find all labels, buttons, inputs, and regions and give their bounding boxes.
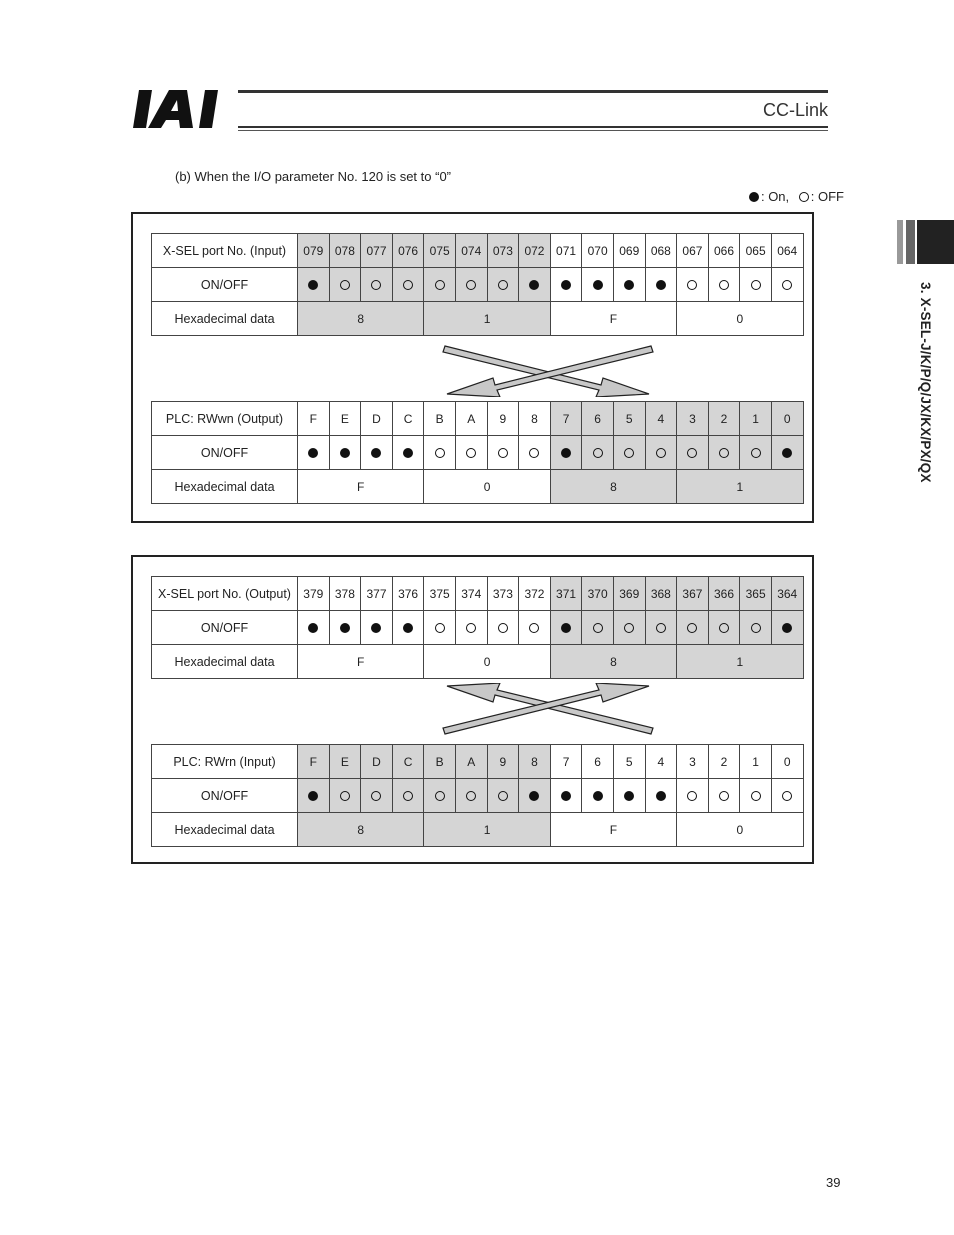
open-circle-icon [782, 280, 792, 290]
state-cell [613, 268, 645, 302]
row-label: PLC: RWrn (Input) [152, 745, 298, 779]
open-circle-icon [403, 791, 413, 801]
on-off-row [152, 268, 804, 302]
legend-off-label: : OFF [810, 189, 844, 204]
open-circle-icon [782, 791, 792, 801]
state-cell [645, 779, 677, 813]
open-circle-icon [656, 448, 666, 458]
legend-on-label: : On, [760, 189, 790, 204]
hex-data-row [152, 645, 804, 679]
state-cell [771, 611, 803, 645]
bit-number-cell: 0 [771, 402, 803, 436]
filled-circle-icon [340, 448, 350, 458]
state-cell [361, 779, 393, 813]
bit-number-cell: 065 [740, 234, 772, 268]
bit-number-cell: 5 [613, 402, 645, 436]
bit-number-cell: 379 [298, 577, 330, 611]
state-cell [771, 268, 803, 302]
open-circle-icon [687, 623, 697, 633]
state-cell [392, 779, 424, 813]
bit-number-cell: 078 [329, 234, 361, 268]
state-cell [771, 779, 803, 813]
bit-number-cell: 0 [771, 745, 803, 779]
hex-digit-cell: F [550, 813, 676, 847]
iai-logo [133, 88, 243, 130]
bit-number-cell: B [424, 745, 456, 779]
bit-number-cell: 374 [455, 577, 487, 611]
row-label: ON/OFF [152, 779, 298, 813]
state-cell [424, 611, 456, 645]
filled-circle-icon [371, 623, 381, 633]
bit-number-cell: 072 [519, 234, 551, 268]
mapping-panel-input [131, 212, 814, 523]
open-circle-icon [498, 280, 508, 290]
state-cell [771, 436, 803, 470]
bit-number-cell: E [329, 745, 361, 779]
page-number: 39 [826, 1175, 841, 1190]
state-cell [740, 611, 772, 645]
plc-rwwn-output-table [151, 401, 804, 504]
bit-number-row [152, 402, 804, 436]
state-cell [298, 779, 330, 813]
on-off-row [152, 436, 804, 470]
state-cell [677, 436, 709, 470]
filled-circle-icon [403, 623, 413, 633]
bit-number-cell: 2 [708, 745, 740, 779]
open-circle-icon [435, 448, 445, 458]
filled-circle-icon [624, 280, 634, 290]
state-cell [740, 436, 772, 470]
state-cell [550, 436, 582, 470]
header-rule-top [238, 90, 828, 93]
chapter-tab-label: 3. X-SEL-J/K/P/Q/JX/KX/PX/QX [918, 282, 933, 483]
xsel-output-table [151, 576, 804, 679]
header-rule-bottom-thin [238, 130, 828, 131]
filled-circle-icon [749, 192, 759, 202]
open-circle-icon [340, 280, 350, 290]
bit-number-cell: 4 [645, 745, 677, 779]
state-cell [613, 779, 645, 813]
bit-number-cell: 070 [582, 234, 614, 268]
filled-circle-icon [624, 791, 634, 801]
open-circle-icon [498, 623, 508, 633]
row-label: ON/OFF [152, 611, 298, 645]
state-cell [424, 268, 456, 302]
bit-number-cell: C [392, 745, 424, 779]
state-cell [582, 268, 614, 302]
state-cell [550, 268, 582, 302]
section-subtitle: (b) When the I/O parameter No. 120 is set to “0” [175, 169, 452, 184]
state-cell [487, 611, 519, 645]
bit-number-cell: 064 [771, 234, 803, 268]
hex-digit-cell: 8 [298, 813, 424, 847]
bit-number-cell: B [424, 402, 456, 436]
hex-digit-cell: 1 [677, 470, 803, 504]
hex-digit-cell: F [550, 302, 676, 336]
bit-number-cell: F [298, 402, 330, 436]
open-circle-icon [466, 623, 476, 633]
bit-number-cell: 7 [550, 745, 582, 779]
on-off-row [152, 779, 804, 813]
open-circle-icon [403, 280, 413, 290]
filled-circle-icon [308, 280, 318, 290]
swap-arrows [433, 683, 663, 738]
filled-circle-icon [656, 791, 666, 801]
row-label: Hexadecimal data [152, 645, 298, 679]
hex-digit-cell: F [298, 470, 424, 504]
state-cell [582, 436, 614, 470]
hex-digit-cell: 0 [677, 813, 803, 847]
hex-digit-cell: 0 [424, 645, 550, 679]
open-circle-icon [498, 791, 508, 801]
hex-digit-cell: 8 [550, 645, 676, 679]
filled-circle-icon [308, 448, 318, 458]
bit-number-cell: 066 [708, 234, 740, 268]
filled-circle-icon [782, 448, 792, 458]
bit-number-cell: 378 [329, 577, 361, 611]
bit-number-row [152, 745, 804, 779]
state-cell [392, 268, 424, 302]
row-label: ON/OFF [152, 268, 298, 302]
bit-number-cell: 5 [613, 745, 645, 779]
bit-number-cell: 366 [708, 577, 740, 611]
bit-number-cell: 368 [645, 577, 677, 611]
row-label: ON/OFF [152, 436, 298, 470]
bit-number-cell: 7 [550, 402, 582, 436]
state-cell [424, 779, 456, 813]
bit-number-cell: 364 [771, 577, 803, 611]
state-cell [740, 268, 772, 302]
bit-number-cell: 8 [519, 402, 551, 436]
hex-digit-cell: 1 [424, 302, 550, 336]
state-cell [582, 779, 614, 813]
bit-number-cell: 373 [487, 577, 519, 611]
row-label: X-SEL port No. (Input) [152, 234, 298, 268]
filled-circle-icon [561, 448, 571, 458]
state-cell [645, 436, 677, 470]
open-circle-icon [593, 448, 603, 458]
open-circle-icon [719, 448, 729, 458]
hex-data-row [152, 302, 804, 336]
open-circle-icon [687, 280, 697, 290]
bit-number-cell: D [361, 745, 393, 779]
open-circle-icon [751, 280, 761, 290]
state-cell [392, 436, 424, 470]
on-off-row [152, 611, 804, 645]
bit-number-cell: 067 [677, 234, 709, 268]
state-cell [455, 436, 487, 470]
bit-number-cell: E [329, 402, 361, 436]
row-label: X-SEL port No. (Output) [152, 577, 298, 611]
state-cell [550, 779, 582, 813]
open-circle-icon [466, 280, 476, 290]
bit-number-cell: 071 [550, 234, 582, 268]
state-cell [361, 611, 393, 645]
filled-circle-icon [371, 448, 381, 458]
state-cell [329, 611, 361, 645]
bit-number-cell: 367 [677, 577, 709, 611]
product-name: CC-Link [762, 100, 828, 120]
state-cell [613, 436, 645, 470]
row-label: PLC: RWwn (Output) [152, 402, 298, 436]
state-cell [677, 268, 709, 302]
state-cell [392, 611, 424, 645]
state-cell [645, 611, 677, 645]
filled-circle-icon [561, 791, 571, 801]
bit-number-cell: 079 [298, 234, 330, 268]
open-circle-icon [371, 791, 381, 801]
state-cell [550, 611, 582, 645]
state-cell [677, 611, 709, 645]
state-cell [329, 268, 361, 302]
open-circle-icon [687, 791, 697, 801]
state-cell [740, 779, 772, 813]
bit-number-cell: 076 [392, 234, 424, 268]
open-circle-icon [340, 791, 350, 801]
bit-number-cell: 2 [708, 402, 740, 436]
hex-digit-cell: 0 [677, 302, 803, 336]
state-cell [455, 268, 487, 302]
bit-number-cell: 074 [455, 234, 487, 268]
hex-data-row [152, 470, 804, 504]
bit-number-cell: 8 [519, 745, 551, 779]
state-cell [298, 611, 330, 645]
xsel-input-table [151, 233, 804, 336]
state-cell [708, 611, 740, 645]
bit-number-cell: 6 [582, 402, 614, 436]
row-label: Hexadecimal data [152, 470, 298, 504]
hex-digit-cell: 8 [298, 302, 424, 336]
hex-digit-cell: F [298, 645, 424, 679]
open-circle-icon [529, 448, 539, 458]
bit-number-cell: D [361, 402, 393, 436]
plc-rwrn-input-table [151, 744, 804, 847]
open-circle-icon [751, 791, 761, 801]
state-cell [298, 268, 330, 302]
state-cell [582, 611, 614, 645]
bit-number-cell: 4 [645, 402, 677, 436]
state-cell [708, 779, 740, 813]
bit-number-cell: 376 [392, 577, 424, 611]
bit-number-cell: 077 [361, 234, 393, 268]
open-circle-icon [529, 623, 539, 633]
state-cell [519, 268, 551, 302]
bit-number-cell: 075 [424, 234, 456, 268]
filled-circle-icon [403, 448, 413, 458]
state-cell [519, 436, 551, 470]
bit-number-cell: 069 [613, 234, 645, 268]
hex-digit-cell: 1 [677, 645, 803, 679]
bit-number-cell: 1 [740, 745, 772, 779]
open-circle-icon [799, 192, 809, 202]
bit-number-row [152, 577, 804, 611]
hex-digit-cell: 0 [424, 470, 550, 504]
state-cell [361, 268, 393, 302]
mapping-panel-output [131, 555, 814, 864]
open-circle-icon [624, 623, 634, 633]
filled-circle-icon [308, 791, 318, 801]
bit-number-cell: 9 [487, 402, 519, 436]
open-circle-icon [435, 280, 445, 290]
swap-arrows [433, 342, 663, 397]
open-circle-icon [751, 623, 761, 633]
filled-circle-icon [561, 280, 571, 290]
state-cell [487, 779, 519, 813]
state-cell [487, 436, 519, 470]
state-cell [329, 779, 361, 813]
chapter-tab-marker [897, 220, 954, 264]
state-cell [455, 611, 487, 645]
filled-circle-icon [340, 623, 350, 633]
open-circle-icon [371, 280, 381, 290]
open-circle-icon [466, 448, 476, 458]
bit-number-cell: 6 [582, 745, 614, 779]
state-cell [645, 268, 677, 302]
bit-number-cell: 1 [740, 402, 772, 436]
filled-circle-icon [593, 791, 603, 801]
open-circle-icon [656, 623, 666, 633]
row-label: Hexadecimal data [152, 302, 298, 336]
open-circle-icon [719, 791, 729, 801]
open-circle-icon [498, 448, 508, 458]
state-cell [708, 436, 740, 470]
hex-data-row [152, 813, 804, 847]
bit-number-cell: C [392, 402, 424, 436]
state-cell [708, 268, 740, 302]
bit-number-cell: A [455, 402, 487, 436]
bit-number-cell: 073 [487, 234, 519, 268]
filled-circle-icon [308, 623, 318, 633]
state-cell [677, 779, 709, 813]
open-circle-icon [719, 623, 729, 633]
state-cell [329, 436, 361, 470]
state-cell [487, 268, 519, 302]
bit-number-cell: 372 [519, 577, 551, 611]
bit-number-cell: 3 [677, 402, 709, 436]
bit-number-cell: 371 [550, 577, 582, 611]
state-cell [519, 779, 551, 813]
bit-number-cell: 370 [582, 577, 614, 611]
state-cell [613, 611, 645, 645]
bit-number-cell: F [298, 745, 330, 779]
bit-number-cell: 9 [487, 745, 519, 779]
filled-circle-icon [529, 791, 539, 801]
open-circle-icon [435, 791, 445, 801]
open-circle-icon [687, 448, 697, 458]
hex-digit-cell: 8 [550, 470, 676, 504]
bit-number-cell: 377 [361, 577, 393, 611]
state-cell [455, 779, 487, 813]
hex-digit-cell: 1 [424, 813, 550, 847]
filled-circle-icon [656, 280, 666, 290]
state-cell [519, 611, 551, 645]
header-rule-bottom [238, 126, 828, 128]
row-label: Hexadecimal data [152, 813, 298, 847]
bit-number-cell: 068 [645, 234, 677, 268]
filled-circle-icon [593, 280, 603, 290]
open-circle-icon [624, 448, 634, 458]
open-circle-icon [751, 448, 761, 458]
open-circle-icon [593, 623, 603, 633]
state-cell [424, 436, 456, 470]
bit-number-row [152, 234, 804, 268]
bit-number-cell: 369 [613, 577, 645, 611]
filled-circle-icon [782, 623, 792, 633]
state-cell [361, 436, 393, 470]
bit-number-cell: 365 [740, 577, 772, 611]
state-cell [298, 436, 330, 470]
bit-number-cell: 3 [677, 745, 709, 779]
open-circle-icon [719, 280, 729, 290]
legend [749, 189, 844, 204]
bit-number-cell: 375 [424, 577, 456, 611]
bit-number-cell: A [455, 745, 487, 779]
filled-circle-icon [529, 280, 539, 290]
open-circle-icon [466, 791, 476, 801]
open-circle-icon [435, 623, 445, 633]
filled-circle-icon [561, 623, 571, 633]
